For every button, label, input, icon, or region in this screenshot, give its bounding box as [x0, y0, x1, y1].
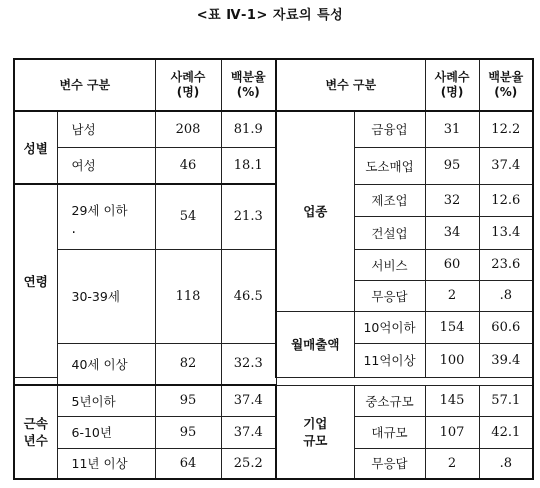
row-count: 118 — [155, 249, 221, 343]
row-count: 32 — [425, 184, 479, 216]
row-percent: 32.3 — [221, 343, 276, 385]
row-percent: 46.5 — [221, 249, 276, 343]
row-count: 82 — [155, 343, 221, 385]
header-variable-left: 변수 구분 — [14, 59, 155, 111]
row-percent: 60.6 — [479, 311, 533, 343]
row-percent: 12.6 — [479, 184, 533, 216]
row-label: 무응답 — [354, 448, 425, 479]
group-industry: 업종 — [276, 111, 354, 311]
row-count: 145 — [425, 385, 479, 416]
row-label: 무응답 — [354, 280, 425, 311]
row-label: 건설업 — [354, 216, 425, 249]
row-count: 107 — [425, 416, 479, 448]
data-characteristics-table — [13, 58, 534, 480]
header-percent-right: 백분율 (%) — [479, 59, 533, 111]
header-percent-left: 백분율 (%) — [221, 59, 276, 111]
group-age: 연령 — [14, 184, 57, 377]
row-label: 대규모 — [354, 416, 425, 448]
row-label: 40세 이상 — [57, 343, 155, 385]
row-count: 2 — [425, 280, 479, 311]
row-percent: 25.2 — [221, 448, 276, 479]
row-label: 5년이하 — [57, 385, 155, 416]
group-tenure: 근속 년수 — [14, 385, 57, 479]
row-label: 도소매업 — [354, 147, 425, 184]
row-count: 46 — [155, 147, 221, 184]
row-percent: 23.6 — [479, 249, 533, 280]
row-percent: 42.1 — [479, 416, 533, 448]
header-count-left: 사례수 (명) — [155, 59, 221, 111]
row-label: 30-39세 — [57, 249, 155, 343]
row-percent: 21.3 — [221, 184, 276, 249]
row-count: 54 — [155, 184, 221, 249]
row-count: 2 — [425, 448, 479, 479]
row-percent: 18.1 — [221, 147, 276, 184]
row-percent: 13.4 — [479, 216, 533, 249]
table-caption: <표 Ⅳ-1> 자료의 특성 — [196, 8, 344, 23]
row-label: 11억이상 — [354, 343, 425, 377]
row-percent: 37.4 — [479, 147, 533, 184]
row-percent: .8 — [479, 448, 533, 479]
row-percent: 12.2 — [479, 111, 533, 147]
row-count: 60 — [425, 249, 479, 280]
row-percent: 37.4 — [221, 385, 276, 416]
row-count: 34 — [425, 216, 479, 249]
row-count: 95 — [155, 416, 221, 448]
row-percent: .8 — [479, 280, 533, 311]
row-percent: 39.4 — [479, 343, 533, 377]
row-count: 154 — [425, 311, 479, 343]
row-label: 10억이하 — [354, 311, 425, 343]
row-percent: 37.4 — [221, 416, 276, 448]
row-percent: 57.1 — [479, 385, 533, 416]
group-monthly-sales: 월매출액 — [276, 311, 354, 377]
row-label: 금융업 — [354, 111, 425, 147]
row-count: 64 — [155, 448, 221, 479]
row-label-with-mark — [57, 184, 155, 249]
row-label: 여성 — [57, 147, 155, 184]
row-percent: 81.9 — [221, 111, 276, 147]
row-label: 11년 이상 — [57, 448, 155, 479]
row-label: 남성 — [57, 111, 155, 147]
row-count: 208 — [155, 111, 221, 147]
row-count: 95 — [425, 147, 479, 184]
row-label: 제조업 — [354, 184, 425, 216]
row-label: 중소규모 — [354, 385, 425, 416]
row-label: 29세 이하 — [71, 202, 128, 218]
header-variable-right: 변수 구분 — [276, 59, 425, 111]
header-count-right: 사례수 (명) — [425, 59, 479, 111]
row-count: 31 — [425, 111, 479, 147]
row-label: 6-10년 — [57, 416, 155, 448]
group-company-size: 기업 규모 — [276, 385, 354, 479]
row-count: 100 — [425, 343, 479, 377]
row-label: 서비스 — [354, 249, 425, 280]
group-gender: 성별 — [14, 111, 57, 184]
stray-mark: . — [71, 220, 76, 237]
row-count: 95 — [155, 385, 221, 416]
